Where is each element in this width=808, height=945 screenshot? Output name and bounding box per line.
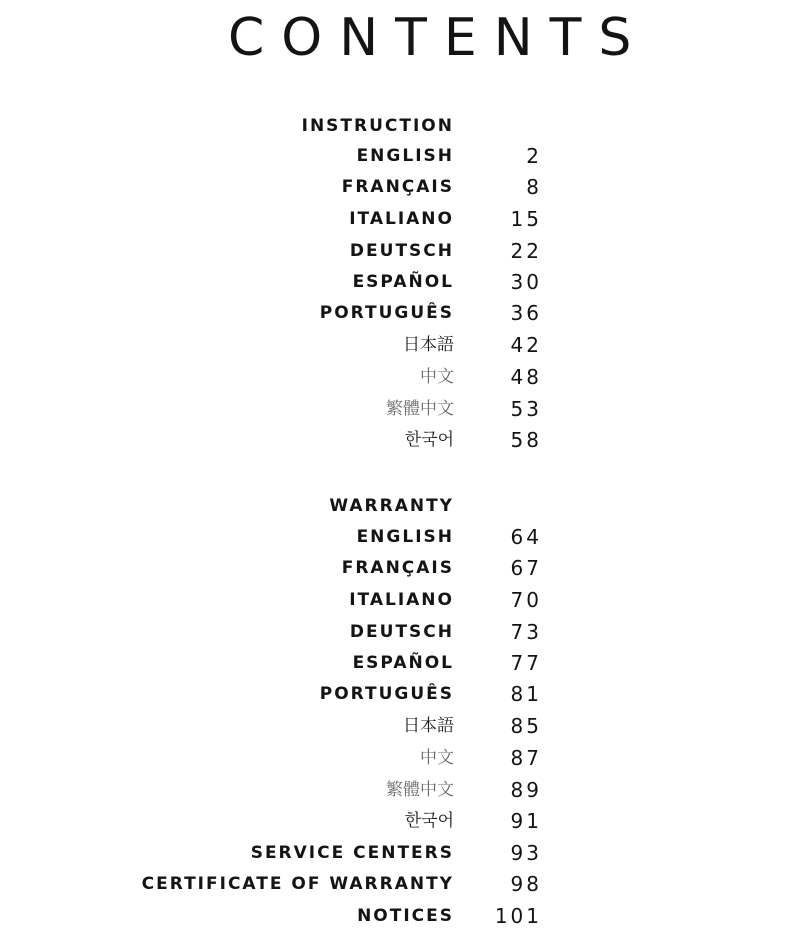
toc-entry-page: 67 xyxy=(510,556,542,580)
toc-entry-warranty-deutsch[interactable] xyxy=(0,617,808,647)
toc-entry-label: 繁體中文 xyxy=(386,399,454,419)
toc-entry-warranty-portugues[interactable] xyxy=(0,679,808,709)
toc-entry-page: 30 xyxy=(510,270,542,294)
toc-entry-instruction-korean[interactable] xyxy=(0,425,808,455)
toc-entry-instruction-traditional-chinese[interactable] xyxy=(0,394,808,424)
toc-entry-label: FRANÇAIS xyxy=(341,558,454,578)
toc-entry-warranty-simplified-chinese[interactable] xyxy=(0,743,808,773)
toc-entry-label: 中文 xyxy=(420,367,454,387)
toc-entry-page: 98 xyxy=(510,872,542,896)
toc-entry-page: 64 xyxy=(510,525,542,549)
toc-entry-page: 22 xyxy=(510,239,542,263)
toc-entry-label: ESPAÑOL xyxy=(352,272,454,292)
toc-entry-page: 15 xyxy=(510,207,542,231)
toc-entry-label: FRANÇAIS xyxy=(341,177,454,197)
toc-entry-label: PORTUGUÊS xyxy=(319,303,454,323)
toc-entry-page: 77 xyxy=(510,651,542,675)
toc-entry-page: 101 xyxy=(494,904,542,928)
toc-entry-label: DEUTSCH xyxy=(349,622,454,642)
toc-entry-warranty-japanese[interactable] xyxy=(0,711,808,741)
toc-entry-page: 58 xyxy=(510,428,542,452)
toc-entry-warranty-english[interactable] xyxy=(0,522,808,552)
toc-entry-page: 81 xyxy=(510,682,542,706)
toc-entry-label: SERVICE CENTERS xyxy=(250,843,454,863)
toc-entry-page: 70 xyxy=(510,588,542,612)
toc-entry-label: CERTIFICATE OF WARRANTY xyxy=(141,874,454,894)
toc-entry-instruction-espanol[interactable] xyxy=(0,267,808,297)
toc-entry-label: PORTUGUÊS xyxy=(319,684,454,704)
toc-entry-instruction-simplified-chinese[interactable] xyxy=(0,362,808,392)
toc-entry-page: 91 xyxy=(510,809,542,833)
toc-entry-page: 8 xyxy=(526,175,542,199)
toc-entry-page: 89 xyxy=(510,778,542,802)
toc-entry-label: 繁體中文 xyxy=(386,780,454,800)
page-title: CONTENTS xyxy=(228,8,649,68)
toc-entry-warranty-espanol[interactable] xyxy=(0,648,808,678)
toc-entry-page: 93 xyxy=(510,841,542,865)
toc-entry-warranty-italiano[interactable] xyxy=(0,585,808,615)
toc-entry-instruction-italiano[interactable] xyxy=(0,204,808,234)
toc-entry-page: 36 xyxy=(510,301,542,325)
toc-entry-label: ENGLISH xyxy=(356,527,454,547)
section-heading-warranty xyxy=(0,491,808,521)
toc-entry-instruction-japanese[interactable] xyxy=(0,330,808,360)
section-heading-instruction xyxy=(0,111,808,141)
toc-entry-instruction-francais[interactable] xyxy=(0,172,808,202)
section-heading-label: INSTRUCTION xyxy=(301,116,454,136)
toc-entry-page: 85 xyxy=(510,714,542,738)
toc-entry-instruction-portugues[interactable] xyxy=(0,298,808,328)
toc-entry-page: 53 xyxy=(510,397,542,421)
toc-entry-label: 한국어 xyxy=(404,811,454,831)
toc-entry-page: 48 xyxy=(510,365,542,389)
toc-entry-page: 2 xyxy=(526,144,542,168)
toc-entry-label: 日本語 xyxy=(403,716,454,736)
toc-entry-label: 한국어 xyxy=(404,430,454,450)
toc-entry-instruction-deutsch[interactable] xyxy=(0,236,808,266)
section-heading-label: WARRANTY xyxy=(329,496,454,516)
toc-entry-label: 日本語 xyxy=(403,335,454,355)
toc-entry-label: DEUTSCH xyxy=(349,241,454,261)
toc-entry-label: ITALIANO xyxy=(349,209,454,229)
toc-entry-page: 87 xyxy=(510,746,542,770)
toc-entry-label: 中文 xyxy=(420,748,454,768)
toc-entry-label: ITALIANO xyxy=(349,590,454,610)
toc-entry-notices[interactable] xyxy=(0,901,808,931)
toc-entry-service-centers[interactable] xyxy=(0,838,808,868)
toc-entry-certificate-of-warranty[interactable] xyxy=(0,869,808,899)
toc-entry-label: ENGLISH xyxy=(356,146,454,166)
toc-entry-page: 42 xyxy=(510,333,542,357)
toc-entry-label: ESPAÑOL xyxy=(352,653,454,673)
toc-entry-warranty-traditional-chinese[interactable] xyxy=(0,775,808,805)
toc-entry-label: NOTICES xyxy=(357,906,454,926)
toc-entry-page: 73 xyxy=(510,620,542,644)
toc-entry-warranty-francais[interactable] xyxy=(0,553,808,583)
toc-entry-instruction-english[interactable] xyxy=(0,141,808,171)
toc-entry-warranty-korean[interactable] xyxy=(0,806,808,836)
